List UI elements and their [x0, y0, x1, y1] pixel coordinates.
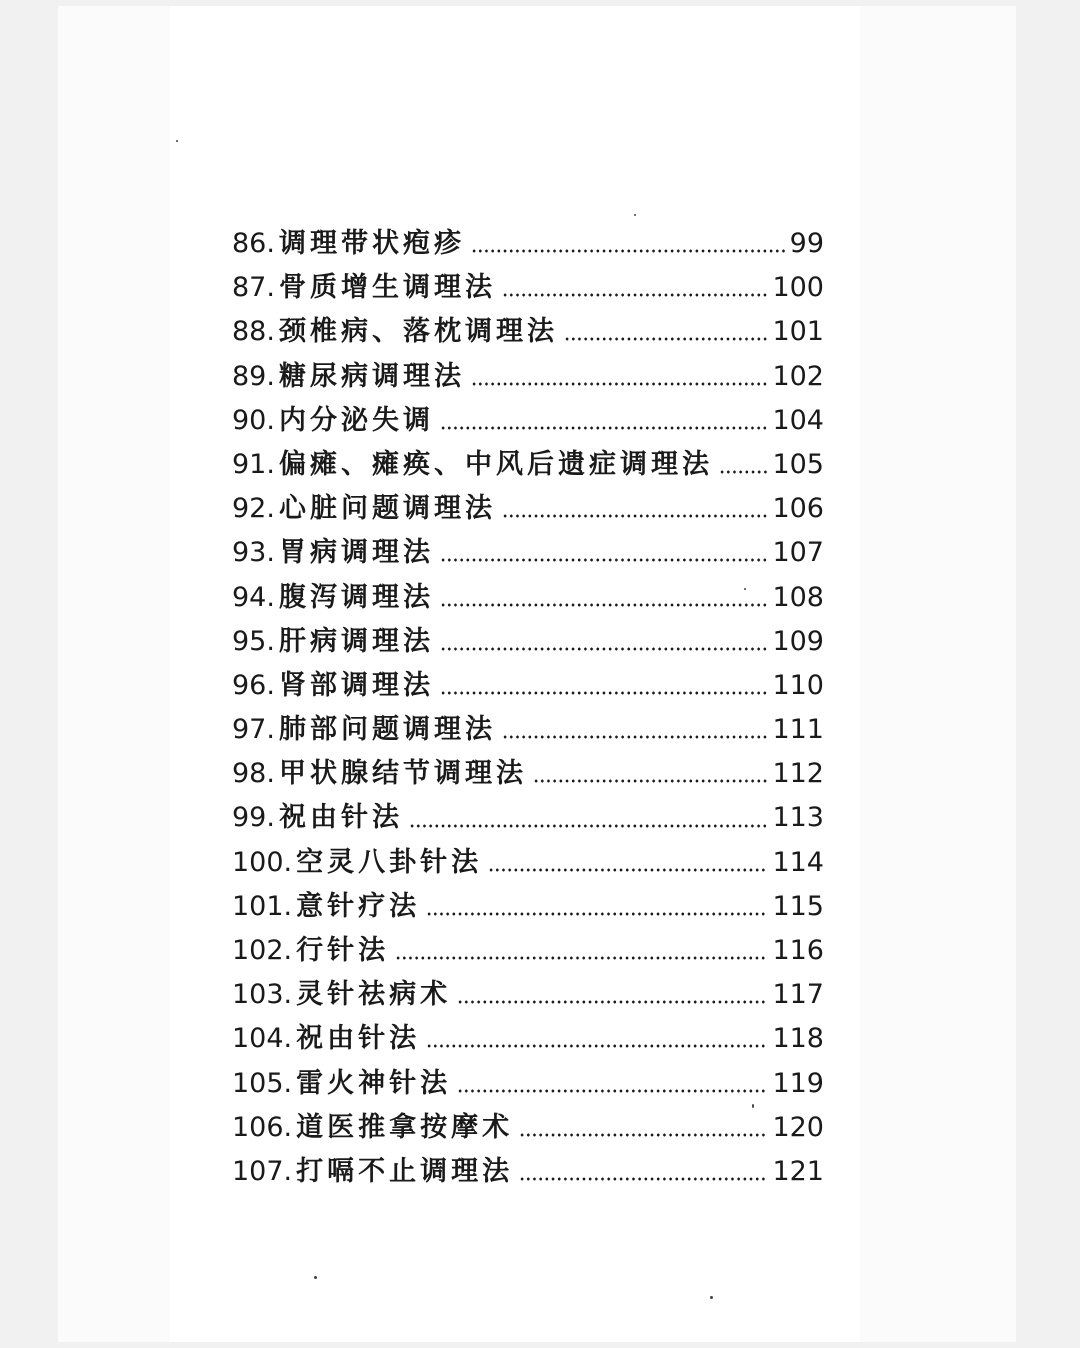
toc-leader-dots: [502, 293, 769, 297]
toc-entry-title: 空灵八卦针法: [296, 846, 483, 878]
toc-entry: [232, 222, 824, 266]
toc-entry-page: 114: [772, 846, 824, 878]
toc-entry-number: 97.: [232, 714, 275, 746]
toc-leader-dots: [440, 647, 769, 651]
toc-entry: [232, 1150, 824, 1194]
toc-entry-title: 肺部问题调理法: [278, 714, 496, 746]
toc-entry: [232, 1106, 824, 1150]
toc-leader-dots: [719, 470, 769, 474]
toc-leader-dots: [488, 868, 768, 872]
toc-entry-title: 道医推拿按摩术: [296, 1111, 514, 1143]
toc-entry-title: 偏瘫、瘫痪、中风后遗症调理法: [278, 448, 713, 480]
toc-entry: [232, 841, 824, 885]
toc-entry-number: 103.: [232, 979, 293, 1011]
toc-entry-page: 121: [772, 1155, 824, 1187]
toc-entry: [232, 752, 824, 796]
toc-leader-dots: [533, 779, 769, 783]
toc-entry-number: 87.: [232, 272, 275, 304]
toc-entry-page: 101: [772, 316, 824, 348]
toc-entry-title: 肝病调理法: [278, 625, 434, 657]
toc-entry: [232, 399, 824, 443]
toc-entry: [232, 885, 824, 929]
toc-leader-dots: [502, 514, 769, 518]
toc-leader-dots: [502, 735, 769, 739]
toc-entry-number: 101.: [232, 890, 293, 922]
toc-entry: [232, 620, 824, 664]
toc-entry: [232, 1062, 824, 1106]
toc-entry-number: 89.: [232, 360, 275, 392]
toc-entry-page: 119: [772, 1067, 824, 1099]
toc-entry-title: 心脏问题调理法: [278, 493, 496, 525]
toc-entry: [232, 266, 824, 310]
toc-leader-dots: [564, 337, 769, 341]
table-of-contents: [232, 222, 824, 1194]
toc-entry-number: 105.: [232, 1067, 293, 1099]
toc-entry-title: 腹泻调理法: [278, 581, 434, 613]
toc-entry-title: 骨质增生调理法: [278, 272, 496, 304]
toc-entry: [232, 355, 824, 399]
toc-entry-title: 调理带状疱疹: [278, 228, 465, 259]
toc-leader-dots: [409, 824, 769, 828]
toc-leader-dots: [440, 603, 769, 607]
toc-entry-title: 打嗝不止调理法: [296, 1155, 514, 1187]
toc-entry-page: 106: [772, 493, 824, 525]
toc-entry-page: 107: [772, 537, 824, 569]
toc-entry-page: 120: [772, 1111, 824, 1143]
toc-entry-page: 115: [772, 890, 824, 922]
toc-entry-title: 颈椎病、落枕调理法: [278, 316, 558, 348]
toc-leader-dots: [519, 1177, 768, 1181]
toc-leader-dots: [426, 912, 768, 916]
toc-entry: [232, 531, 824, 575]
toc-entry-number: 102.: [232, 935, 293, 966]
toc-entry: [232, 443, 824, 487]
toc-entry-number: 90.: [232, 404, 275, 436]
scan-speck: [710, 1296, 713, 1299]
toc-entry-title: 雷火神针法: [296, 1067, 452, 1099]
toc-entry: [232, 664, 824, 708]
toc-entry-page: 112: [772, 758, 824, 790]
toc-leader-dots: [457, 1000, 768, 1004]
toc-entry: [232, 487, 824, 531]
toc-entry: [232, 973, 824, 1017]
toc-entry-number: 92.: [232, 493, 275, 525]
toc-entry-number: 106.: [232, 1111, 293, 1143]
scan-speck: [744, 588, 746, 590]
toc-entry-number: 94.: [232, 581, 275, 613]
toc-leader-dots: [395, 956, 768, 960]
toc-entry-title: 祝由针法: [278, 802, 403, 834]
toc-entry-number: 100.: [232, 846, 293, 878]
toc-entry-title: 胃病调理法: [278, 537, 434, 569]
toc-entry-page: 110: [772, 669, 824, 701]
scan-speck: [176, 140, 178, 142]
toc-entry-number: 96.: [232, 669, 275, 701]
toc-entry-page: 111: [772, 714, 824, 746]
toc-entry-page: 118: [772, 1023, 824, 1055]
toc-entry-number: 104.: [232, 1023, 293, 1055]
toc-entry-number: 98.: [232, 758, 275, 790]
toc-entry-number: 99.: [232, 802, 275, 834]
scan-speck: [752, 1104, 754, 1108]
toc-entry-number: 91.: [232, 448, 275, 480]
toc-entry-page: 117: [772, 979, 824, 1011]
toc-entry-number: 88.: [232, 316, 275, 348]
toc-entry: [232, 708, 824, 752]
toc-entry-title: 甲状腺结节调理法: [278, 758, 527, 790]
toc-leader-dots: [457, 1089, 768, 1093]
toc-entry-title: 意针疗法: [296, 890, 421, 922]
toc-entry-title: 糖尿病调理法: [278, 360, 465, 392]
toc-entry-number: 107.: [232, 1155, 293, 1187]
toc-leader-dots: [440, 691, 769, 695]
toc-leader-dots: [471, 249, 786, 253]
toc-entry: [232, 796, 824, 840]
toc-entry: [232, 310, 824, 354]
toc-entry-page: 104: [772, 404, 824, 436]
toc-entry-page: 108: [772, 581, 824, 613]
toc-entry: [232, 1017, 824, 1061]
toc-leader-dots: [471, 382, 769, 386]
toc-entry-page: 105: [772, 448, 824, 480]
toc-entry-title: 行针法: [296, 935, 390, 966]
toc-entry-title: 灵针祛病术: [296, 979, 452, 1011]
scan-speck: [314, 1276, 317, 1279]
toc-entry-page: 109: [772, 625, 824, 657]
toc-entry-title: 内分泌失调: [278, 404, 434, 436]
toc-leader-dots: [440, 558, 769, 562]
toc-entry-page: 116: [772, 935, 824, 966]
toc-entry-page: 113: [772, 802, 824, 834]
toc-entry-number: 93.: [232, 537, 275, 569]
toc-entry-title: 肾部调理法: [278, 669, 434, 701]
toc-entry-title: 祝由针法: [296, 1023, 421, 1055]
toc-entry: [232, 576, 824, 620]
toc-entry-page: 100: [772, 272, 824, 304]
toc-entry-number: 95.: [232, 625, 275, 657]
toc-leader-dots: [426, 1044, 768, 1048]
toc-entry: [232, 929, 824, 973]
toc-entry-page: 99: [789, 228, 824, 259]
toc-leader-dots: [440, 426, 769, 430]
scan-speck: [634, 214, 636, 216]
toc-entry-page: 102: [772, 360, 824, 392]
toc-leader-dots: [519, 1133, 768, 1137]
toc-entry-number: 86.: [232, 228, 275, 259]
